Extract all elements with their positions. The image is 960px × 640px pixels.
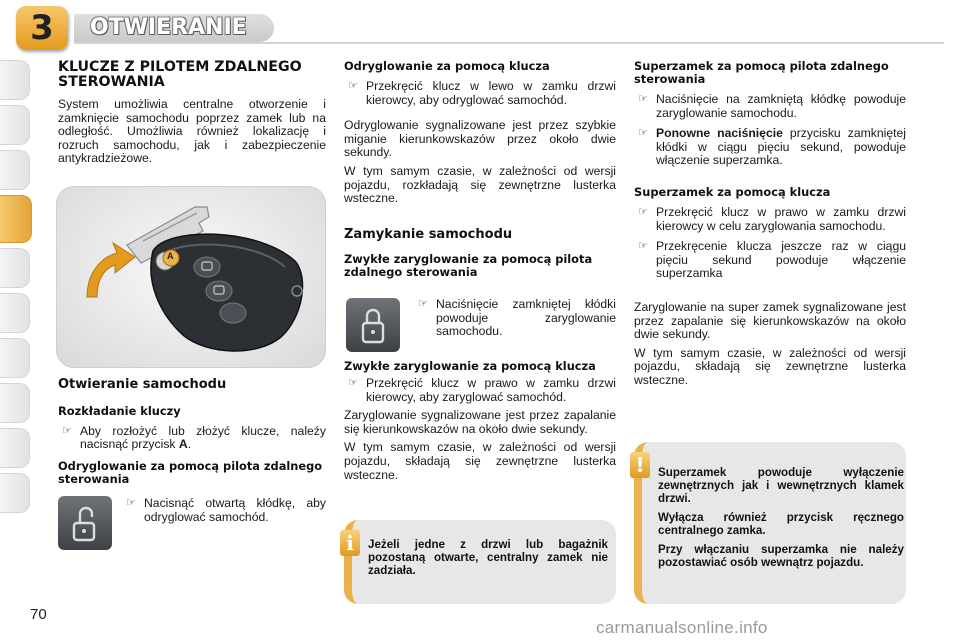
super-remote-title: Superzamek za pomocą pilota zdalnego sterowania [634, 59, 889, 86]
button-a-label: A [167, 251, 174, 261]
lock-closed-icon [346, 298, 400, 352]
chapter-tab[interactable] [0, 293, 30, 333]
remote-lock-bullet [414, 298, 616, 339]
super-key-title: Superzamek za pomocą klucza [634, 184, 831, 199]
page-number: 70 [30, 606, 47, 623]
super-key-bullet-1 [634, 206, 906, 233]
key-fob-icon [57, 187, 326, 368]
bullet-hand-icon: ☞ [638, 93, 648, 105]
unlock-mirrors-paragraph: W tym samym czasie, w zależności od wersji pojazdu, rozkładają się zewnętrzne lusterka wsteczne. [344, 163, 616, 206]
column-1-lower [58, 378, 326, 486]
bullet-hand-icon: ☞ [638, 205, 648, 218]
super-remote-text-1: Naciśnięcie na zamkniętą kłódkę powoduje zaryglowanie samochodu. [656, 92, 906, 120]
bullet-hand-icon: ☞ [638, 240, 648, 253]
remote-unlock-text: Nacisnąć otwartą kłódkę, aby odryglować samochód. [144, 496, 326, 524]
fold-keys-title: Rozkładanie kluczy [58, 403, 181, 418]
warning-line-3: Przy włączaniu superzamka nie należy pozostawiać osób wewnątrz pojazdu. [658, 543, 904, 569]
chapter-badge [16, 6, 68, 50]
super-signal-paragraph: Zaryglowanie na super zamek sygnalizowane jest przez zapalanie się kierunkowskazów na około dwie sekundy. [634, 299, 906, 342]
warning-box [634, 442, 906, 604]
lock-open-icon [58, 496, 112, 550]
section-heading-keys: KLUCZE Z PILOTEM ZDALNEGO STEROWANIA [58, 59, 302, 90]
lock-signal-paragraph: Zaryglowanie sygnalizowane jest przez zapalanie się kierunkowskazów na około dwie sekundy. [344, 408, 616, 436]
super-key-text-2: Przekręcenie klucza jeszcze raz w ciągu pięciu sekund powoduje włączenie superzamka [656, 239, 906, 281]
super-remote-text-2: przycisku zamkniętej kłódki w ciągu pięciu sekund, powoduje włączenie superzamka. [656, 126, 906, 168]
title-divider [74, 42, 944, 44]
watermark: carmanualsonline.info [596, 618, 768, 637]
warning-line-1: Superzamek powoduje wyłączenie zewnętrznych jak i wewnętrznych klamek drzwi. [658, 466, 904, 505]
chapter-tab[interactable] [0, 383, 30, 423]
remote-unlock-title: Odryglowanie za pomocą pilota zdalnego sterowania [58, 458, 323, 486]
super-mirrors-paragraph: W tym samym czasie, w zależności od wersji pojazdu, składają się zewnętrzne lusterka wsteczne. [634, 345, 906, 387]
remote-unlock-bullet [122, 497, 326, 524]
page-title: OTWIERANIE [90, 15, 247, 40]
bullet-hand-icon: ☞ [638, 127, 648, 140]
key-lock-title: Zwykłe zaryglowanie za pomocą klucza [344, 359, 596, 373]
bullet-hand-icon: ☞ [62, 424, 72, 437]
warning-icon: ! [630, 452, 650, 478]
super-remote-text-2-bold: Ponowne naciśnięcie [656, 126, 783, 141]
section-heading-opening: Otwieranie samochodu [58, 377, 227, 392]
remote-lock-title: Zwykłe zaryglowanie za pomocą pilota zdalnego sterowania [344, 252, 593, 280]
bullet-hand-icon: ☞ [348, 80, 358, 92]
title-bar [74, 14, 274, 42]
column-2 [344, 60, 616, 279]
warning-line-2: Wyłącza również przycisk ręcznego centralnego zamka. [658, 511, 904, 537]
fold-keys-text: Aby rozłożyć lub złożyć klucze, naleźy nacisnąć przycisk [80, 423, 326, 452]
column-2-lower [344, 360, 616, 482]
chapter-tab[interactable] [0, 150, 30, 190]
chapter-tab[interactable] [0, 428, 30, 468]
key-lock-text: Przekręcić klucz w prawo w zamku drzwi kierowcy, aby zaryglować samochód. [366, 376, 616, 404]
key-unlock-bullet [344, 80, 616, 107]
info-box [344, 520, 616, 604]
intro-paragraph: System umożliwia centralne otworzenie i zamknięcie samochodu poprzez zamek lub na odległość. Umożliwia również lokalizację i rozruch samochodu, jak i zabezpieczenie antykradzieżowe. [58, 97, 326, 166]
key-unlock-title: Odryglowanie za pomocą klucza [344, 59, 550, 73]
key-lock-bullet [344, 377, 616, 404]
chapter-number: 3 [30, 8, 54, 48]
super-remote-bullet-2 [634, 127, 906, 168]
info-text: Jeżeli jedne z drzwi lub bagażnik pozostaną otwarte, centralny zamek nie zadziała. [368, 538, 608, 577]
info-icon: i [340, 530, 360, 556]
chapter-tab[interactable] [0, 60, 30, 100]
bullet-hand-icon: ☞ [418, 298, 428, 310]
super-key-bullet-2 [634, 240, 906, 281]
fold-keys-key: A [178, 437, 188, 452]
warning-text [658, 466, 904, 575]
key-unlock-text: Przekręcić klucz w lewo w zamku drzwi kierowcy, aby odryglować samochód. [366, 79, 616, 107]
column-3 [634, 60, 906, 388]
fold-keys-bullet [58, 425, 326, 452]
lock-mirrors-paragraph: W tym samym czasie, w zależności od wersji pojazdu, składają się zewnętrzne lusterka wsteczne. [344, 440, 616, 482]
chapter-tab[interactable] [0, 248, 30, 288]
chapter-tab[interactable] [0, 473, 30, 513]
fold-keys-end: . [187, 437, 192, 452]
lock-button-image [346, 298, 400, 352]
chapter-tab[interactable] [0, 105, 30, 145]
section-heading-locking: Zamykanie samochodu [344, 226, 513, 242]
bullet-hand-icon: ☞ [348, 377, 358, 389]
remote-lock-text: Naciśnięcie zamkniętej kłódki powoduje zaryglowanie samochodu. [436, 297, 616, 339]
super-remote-bullet-1 [634, 93, 906, 120]
chapter-tab-active[interactable] [0, 195, 32, 243]
column-1 [58, 60, 326, 166]
unlock-button-image [58, 496, 112, 550]
chapter-tabs [0, 60, 34, 518]
chapter-tab[interactable] [0, 338, 30, 378]
key-fob-illustration [56, 186, 326, 368]
bullet-hand-icon: ☞ [126, 497, 136, 509]
unlock-signal-paragraph: Odryglowanie sygnalizowane jest przez szybkie miganie kierunkowskazów przez około dwie sekundy. [344, 118, 616, 160]
super-key-text-1: Przekręcić klucz w prawo w zamku drzwi kierowcy w celu zaryglowania samochodu. [656, 204, 906, 233]
